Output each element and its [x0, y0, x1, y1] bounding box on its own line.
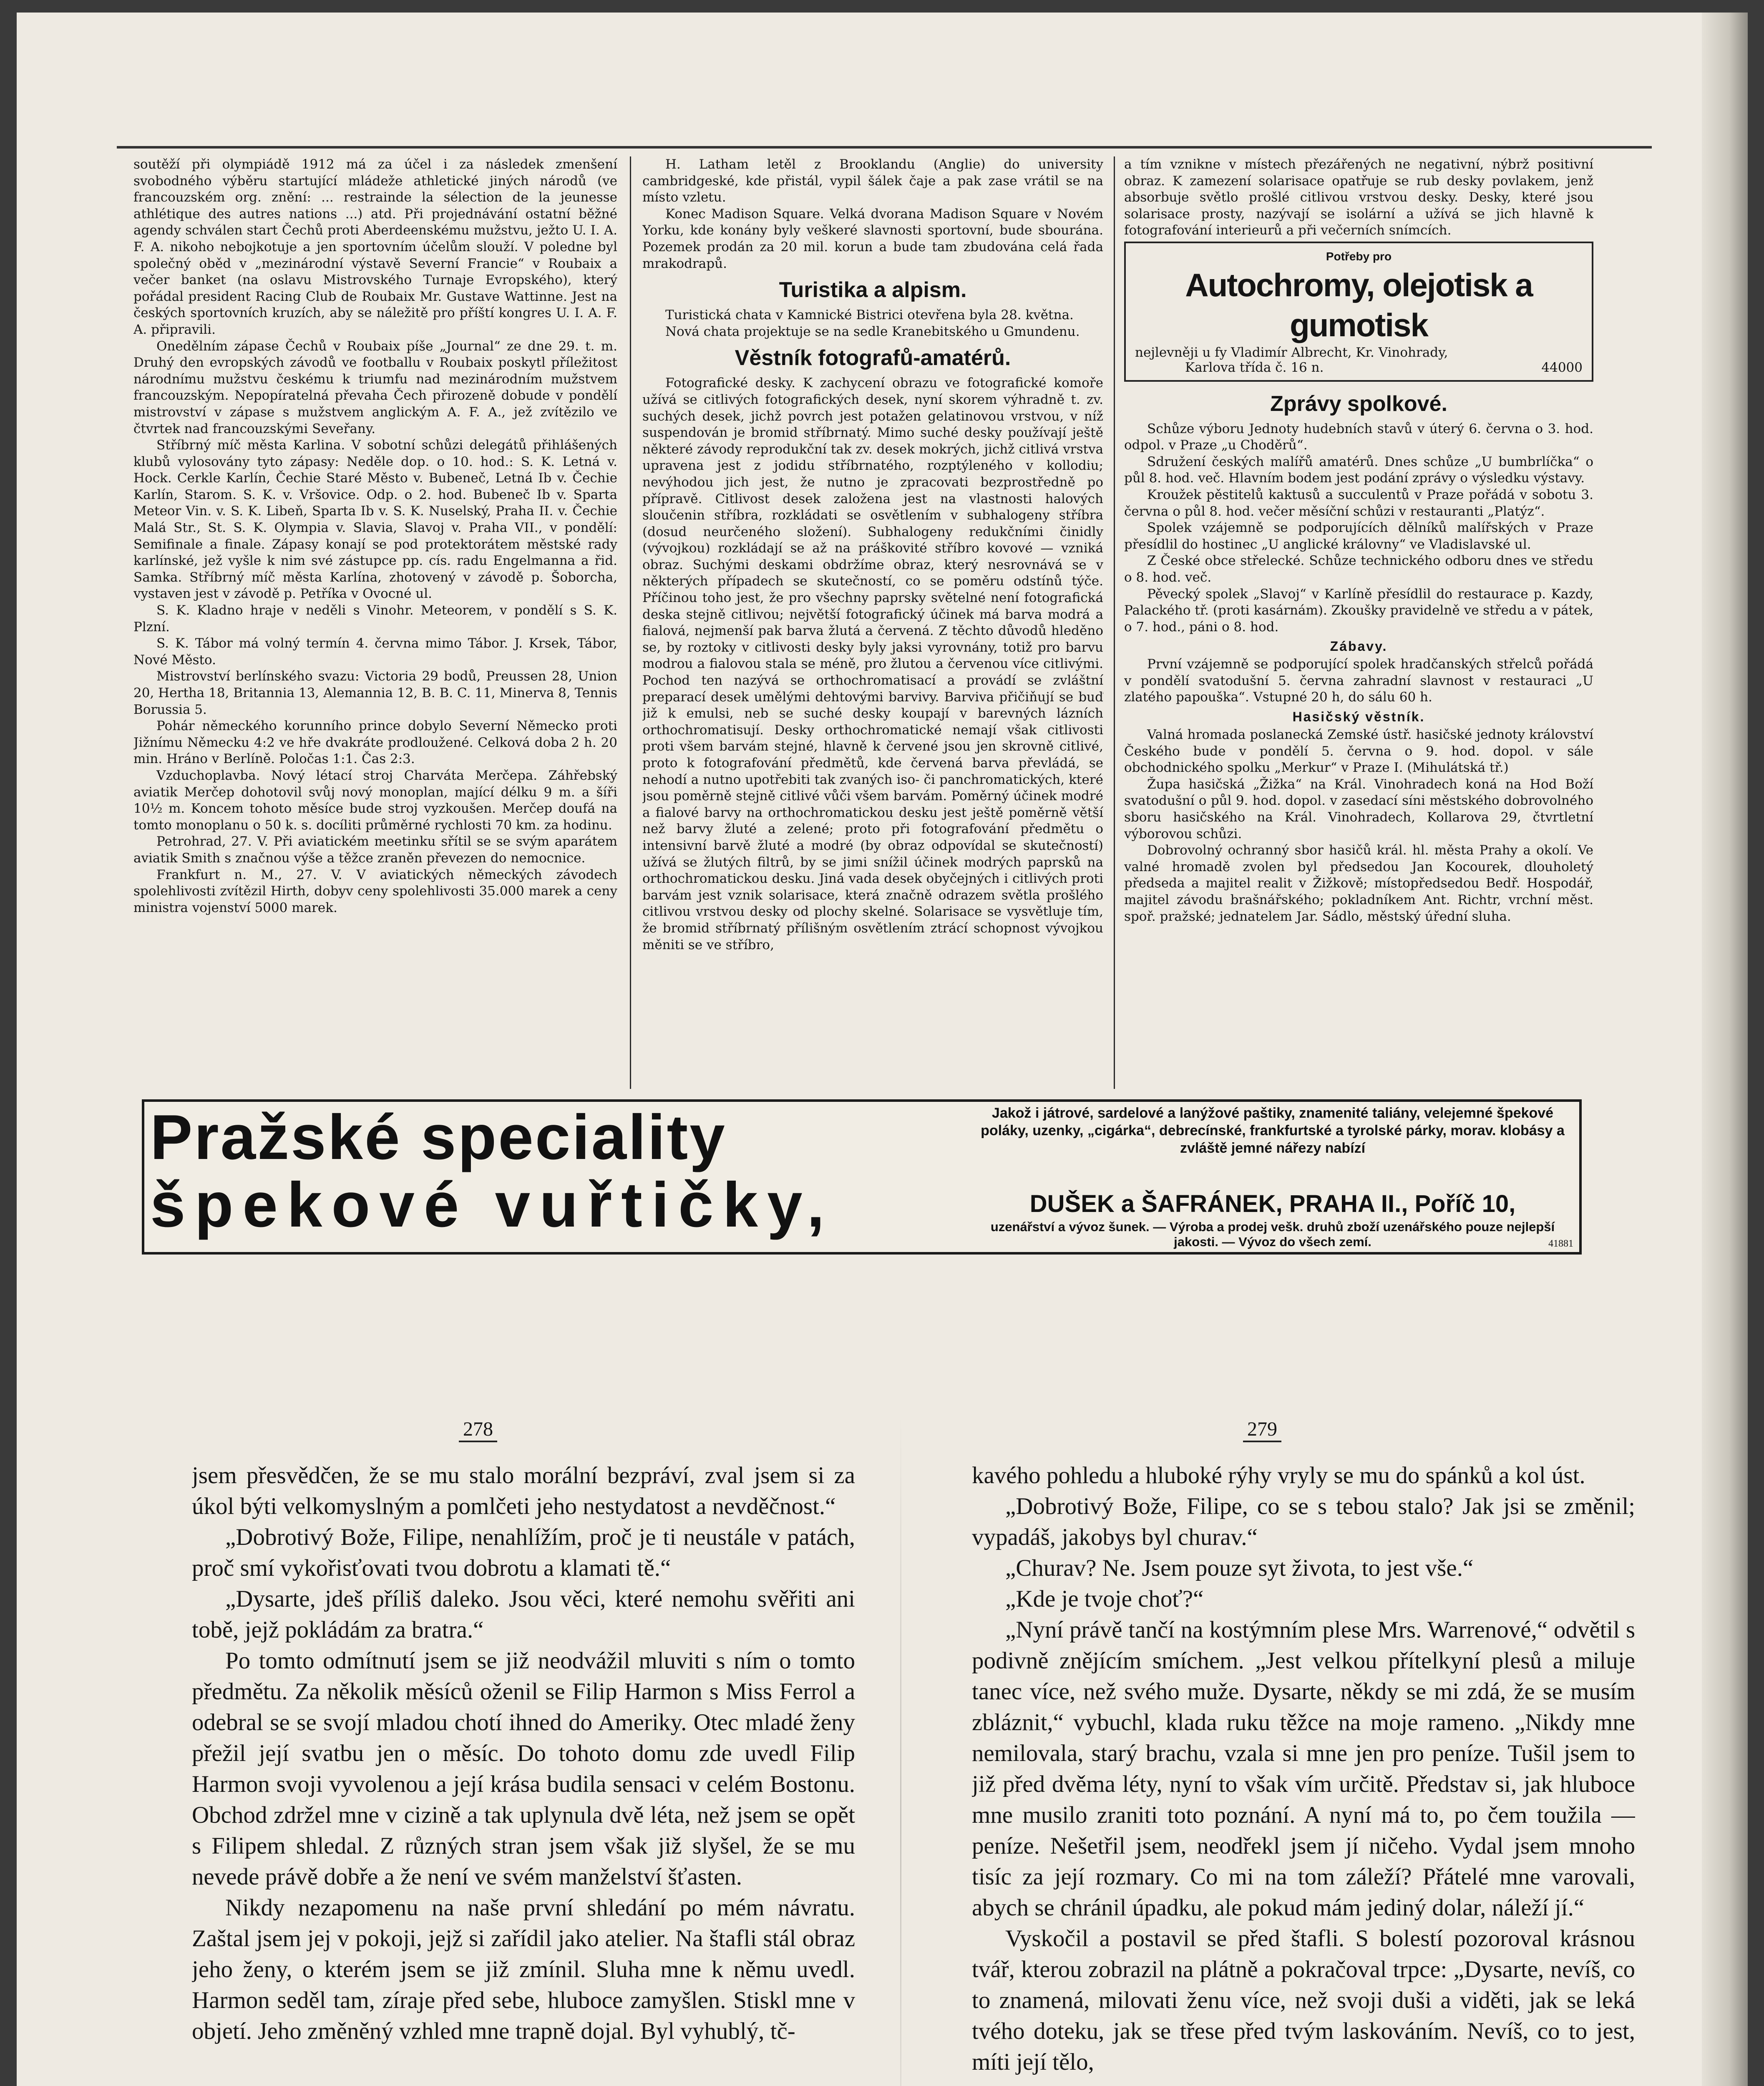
- paragraph: S. K. Kladno hraje v neděli s Vinohr. Meteorem, v pondělí s S. K. Plzní.: [133, 603, 617, 635]
- paragraph: Vyskočil a postavil se před štafli. S bolestí pozoroval krásnou tvář, kterou zobrazil na plátně a pokračoval trpce: „Dysarte, nevíš, co to znamená, milovati ženu více, než svoji duši a viděti, jak se leká tvého doteku, jak se třese před tvým laskováním. Nevíš, co to jest, míti její tělo,: [972, 1925, 1635, 2075]
- paragraph: Pěvecký spolek „Slavoj“ v Karlíně přesídlil do restaurace p. Kazdy, Palackého tř. (proti kasárnám). Zkoušky pravidelně ve středu a v pátek, o 7. hod., páni o 8. hod.: [1124, 586, 1593, 635]
- paragraph: Mistrovství berlínského svazu: Victoria 29 bodů, Preussen 28, Union 20, Hertha 18, Britannia 13, Alemannia 12, B. B. C. 11, Minerva 8, Tennis Borussia 5.: [133, 669, 617, 717]
- top-rule: [117, 146, 1652, 149]
- newspaper-page: [17, 13, 1748, 2086]
- paragraph: Kroužek pěstitelů kaktusů a succulentů v Praze pořádá v sobotu 3. června o půl 8. hod. večer měsíční schůzi v restauranti „Platýz“.: [1124, 487, 1593, 519]
- page-number-right: 279: [1243, 1418, 1281, 1442]
- paragraph: H. Latham letěl z Brooklandu (Anglie) do university cambridgeské, kde přistál, vypil šálek čaje a pak zase vrátil se na místo vzletu.: [642, 157, 1103, 205]
- page-edge-shadow: [1702, 13, 1748, 2086]
- section-heading-clubs: Zprávy spolkové.: [1270, 391, 1447, 416]
- paragraph: Nikdy nezapomenu na naše první shledání po mém návratu. Zaštal jsem jej v pokoji, jejž si zařídil jako atelier. Na štafli stál obraz jeho ženy, o kterém jsem se již zmínil. Sluha mne k němu uvedl. Harmon seděl tam, zíraje před sebe, hluboce zamyšlen. Stiskl mne v objetí. Jeho změněný vzhled mne trapně dojal. Byl vyhublý, tč-: [192, 1895, 855, 2044]
- banner-firm: DUŠEK a ŠAFRÁNEK, PRAHA II., Poříč 10,: [1029, 1190, 1516, 1217]
- column-divider: [630, 156, 631, 1089]
- paragraph: Pohár německého korunního prince dobylo Severní Německo proti Jižnímu Německu 4:2 ve hře dvakráte prodloužené. Celková doba 2 h. 20 min. Hráno v Berlíně. Poločas 1:1. Čas 2:3.: [133, 718, 617, 767]
- book-page-right: [972, 1460, 1635, 2086]
- paragraph: První vzájemně se podporující spolek hradčanských střelců pořádá v pondělí svatodušní 5. června zahradní slavnost v restauraci „U zlatého papouška“. Vstupné 20 h, do sálu 60 h.: [1124, 657, 1593, 705]
- column-sports: [133, 156, 617, 1089]
- paragraph: „Churav? Ne. Jsem pouze syt života, to jest vše.“: [1005, 1555, 1474, 1581]
- paragraph: Nová chata projektuje se na sedle Kranebitského u Gmundenu.: [665, 324, 1080, 339]
- banner-footer: uzenářství a vývoz šunek. — Výroba a prodej vešk. druhů zboží uzenářského pouze nejlepší jakosti. — Vývoz do všech zemí.: [990, 1219, 1555, 1249]
- section-heading-tourism: Turistika a alpism.: [779, 278, 967, 302]
- ad-top-line: Potřeby pro: [1326, 249, 1392, 263]
- paragraph: Po tomto odmítnutí jsem se již neodvážil mluviti s ním o tomto předmětu. Za několik měsíců oženil se Filip Harmon s Miss Ferrol a odebral se se svojí mladou chotí ihned do Ameriky. Otec mladé ženy přežil její svatbu jen o měsíc. Do tohoto domu zde uvedl Filip Harmon svoji vyvolenou a její krása budila sensaci v celém Bostonu. Obchod zdržel mne v cizině a tak uplynula dvě léta, než jsem se opět s Filipem shledal. Z různých stran jsem však již slyšel, že se mu nevede právě dobře a že není ve svém manželství šťasten.: [192, 1648, 855, 1890]
- column-divider: [1114, 156, 1115, 1089]
- paragraph: kavého pohledu a hluboké rýhy vryly se mu do spánků a kol úst.: [972, 1462, 1585, 1489]
- section-heading-photo: Věstník fotografů-amatérů.: [735, 346, 1011, 370]
- banner-headline-1: Pražské speciality: [150, 1102, 727, 1173]
- paragraph: Stříbrný míč města Karlina. V sobotní schůzi delegátů přihlášených klubů vylosovány tyto zápasy: Neděle dop. o 10. hod.: S. K. Letná v. Hock. Cerkle Karlín, Čechie Staré Město v. Bubeneč, Letná Ib v. Čechie Karlín, Starom. S. K. v. Vršovice. Odp. o 2. hod. Bubeneč Ib v. Sparta Meteor Vin. v. S. K. Libeň, Sparta Ib v. S. K. Nuselský, Praha II. v. Čechie Malá Str., St. S. K. Olympia v. Slavia, Slavoj v. Praha VII., v pondělí: Semifinale a finale. Zápasy konají se pod protektorátem městské rady karlínské, jež vyšle k nim své zástupce pp. cís. radu Engelmanna a řid. Samka. Stříbrný míč města Karlína, zhotovený v závodě p. Šoborcha, vystaven jest v závodě p. Petříka v Ovocné ul.: [133, 438, 617, 602]
- paragraph: Fotografické desky. K zachycení obrazu ve fotografické komoře užívá se citlivých fotografických desek, nyní skorem výhradně t. zv. suchých desek, jichž povrch jest potažen gelatinovou vrstvou, v níž suspendován je bromid stříbrnatý. Mimo suché desky používají ještě některé závody reprodukční tak zv. desek mokrých, jichž citlivá vrstva upravena jest z jodidu stříbrnatého, rozptýleného v kollodiu; nevýhodou jich jest, že nutno je zpracovati bezprostředně po přípravě. Citlivost desek založena jest na vlastnosti halových sloučenin stříbra, rozkládati se osvětlením v subhalogeny stříbra (dosud neurčeného složení). Subhalogeny redukčními činidly (vývojkou) rozkládají se až na práškovité stříbro kovové — vzniká obraz. Suchými deskami obdržíme obraz, který nesrovnává se v některých případech se skutečností, co se poměru odstínů týče. Příčinou toho jest, že pro všechny paprsky světelné není fotografická deska stejně citlivou; největší fotografický účinek má barva modrá a fialová, nejmenší pak barva žlutá a červená. Z těchto důvodů hleděno se, by roztoky v citlivosti desky byly jaksi vyrovnány, totiž pro barvu modrou a fialovou stala se méně, pro žlutou a červenou více citlivými. Pochod ten nazývá se orthochromatisací a provádí se zvláštní preparací desek umělými dehtovými barvivy. Barviva přičiňují se buď již k emulsi, neb se suché desky koupají v barevných lázních orthochromatisují. Desky orthochromatické nemají však citlivosti proti všem barvám stejné, hlavně k červené jsou jen skrovně citlivé, proto k fotografování předmětů, kde červená barva převládá, se nehodí a nutno upotřebiti tak zvaných iso- či panchromatických, které jsou poměrně stejně citlivé vůči všem barvám. Poměrný účinek modré a fialové barvy na orthochromatickou desku jest ještě poměrně větší než barvy žluté a zelené; proto při fotografování předmětu o intensivní barvě žluté a modré (by obraz odpovídal se skutečností) užívá se žlutých filtrů, by se jimi snížil účinek modrých paprsků na orthochromatickou desku. Jiná vada desek obyčejných i citlivých proti barvám jest vznik solarisace, která značně odrazem světla prošlého citlivou vrstvou desky od plochy skelné. Solarisace se vysvětluje tím, že bromid stříbrnatý přílišným osvětlením ztrácí schopnost vývojkou měniti se ve stříbro,: [642, 375, 1103, 952]
- advertisement-box: [1124, 242, 1593, 382]
- paragraph: Petrohrad, 27. V. Při aviatickém meetinku sřítil se se svým aparátem aviatik Smith s značnou výše a těžce zraněn převezen do nemocnice.: [133, 834, 617, 866]
- banner-headline-2: špekové vuřtičky,: [150, 1169, 834, 1240]
- ad-headline: Autochromy, olejotisk a gumotisk: [1185, 266, 1532, 343]
- paragraph: Valná hromada poslanecká Zemské ústř. hasičské jednoty království Českého bude v pondělí 5. června o 9. hod. dopol. v sále obchodnického spolku „Merkur“ v Praze I. (Mihulátská tř.): [1124, 727, 1593, 776]
- paragraph: Schůze výboru Jednoty hudebních stavů v úterý 6. června o 3. hod. odpol. v Praze „u Choděrů“.: [1124, 421, 1593, 453]
- paragraph: Konec Madison Square. Velká dvorana Madison Square v Novém Yorku, kde konány byly veškeré slavnosti sportovní, bude sbourána. Pozemek prodán za 20 mil. korun a bude tam zbudována celá řada mrakodrapů.: [642, 206, 1103, 271]
- paragraph: Vzduchoplavba. Nový létací stroj Charváta Merčepa. Záhřebský aviatik Merčep dohotovil svůj nový monoplan, mající délku 9 m. a šíři 10½ m. Koncem tohoto měsíce bude stroj vyzkoušen. Merčep doufá na tomto monoplanu o 50 k. s. docíliti průměrné rychlosti 70 km. za hodinu.: [133, 768, 617, 833]
- paragraph: Sdružení českých malířů amatérů. Dnes schůze „U bumbrlíčka“ o půl 8. hod. več. Hlavním bodem jest podání zprávy o výsledku výstavy.: [1124, 454, 1593, 486]
- column-clubs: [1124, 156, 1593, 1089]
- ad-address: [1135, 360, 1583, 375]
- book-page-left: [192, 1460, 855, 2086]
- column-photo: [642, 156, 1103, 1089]
- paragraph: soutěží při olympiádě 1912 má za účel i za následek zmenšení svobodného výběru startující mládeže athletické jiných národů (ve francouzském org. znění: ... restrainde la sélection de la jeunesse athlétique des autres nations ...) atd. Při projednávání ostatní běžné agendy schválen start Čechů proti Aberdeenskému mužstvu, ježto U. I. A. F. A. nikoho nebojkotuje a jen sportovním účelům slouží. V poledne byl společný oběd v „mezinárodní výstavě Severní Francie“ v Roubaix a večer banket (na oslavu Mistrovského Turnaje Evropského), který pořádal president Racing Club de Roubaix Mr. Gustave Wattinne. Jest na českých sportovních kruzích, aby se náležitě pro příští kongres U. I. A. F. A. připravili.: [133, 157, 617, 337]
- paragraph: Onedělním zápase Čechů v Roubaix píše „Journal“ ze dne 29. t. m. Druhý den evropských závodů ve footballu v Roubaix poskytl příležitost národnímu mužstvu českému k triumfu nad mezinárodním mužstvem francouzským. Nepopíratelná převaha Čech přirozeně dobude v pondělí mistrovství v zápase s mužstvem anglickým A. F. A., jež zvítězilo ve čtvrtek nad francouzskými Seveřany.: [133, 338, 617, 436]
- paragraph: S. K. Tábor má volný termín 4. června mimo Tábor. J. Krsek, Tábor, Nové Město.: [133, 636, 617, 668]
- page-number-left: 278: [459, 1418, 497, 1442]
- paragraph: Župa hasičská „Žižka“ na Král. Vinohradech koná na Hod Boží svatodušní o půl 9. hod. dopol. v zasedací síni městského dobrovolného sboru hasičského na Král. Vinohradech, Kollarova 29, čtvrtletní výborovou schůzi.: [1124, 776, 1593, 841]
- paragraph: Spolek vzájemně se podporujících dělníků malířských v Praze přesídlil do hostinec „U anglické královny“ ve Vladislavské ul.: [1124, 520, 1593, 552]
- ad-number: 44000: [1541, 360, 1583, 375]
- paragraph: „Dysarte, jdeš příliš daleko. Jsou věci, které nemohu svěřiti ani tobě, jejž pokládám za bratra.“: [192, 1586, 855, 1643]
- paragraph: Frankfurt n. M., 27. V. V aviatických německých závodech spolehlivosti zvítězil Hirth, dobyv ceny spolehlivosti 35.000 marek a ceny ministra vojenství 5000 marek.: [133, 867, 617, 915]
- paragraph: „Dobrotivý Bože, Filipe, nenahlížím, proč je ti neustále v patách, proč smí vykořisťovati tvou dobrotu a klamati tě.“: [192, 1524, 855, 1581]
- paragraph: jsem přesvědčen, že se mu stalo morální bezpráví, zval jsem si za úkol býti velkomyslným a pomlčeti jeho nestydatost a nevděčnost.“: [192, 1462, 855, 1519]
- paragraph: a tím vznikne v místech přezářených ne negativní, nýbrž positivní obraz. K zamezení solarisace opatřuje se rub desky povlakem, jenž absorbuje světlo prošlé citlivou vrstvou desky. Desky, které jsou solarisace prosty, nazývají se isolární a užívá se jich hlavně k fotografování interieurů a při večerních snímcích.: [1124, 157, 1593, 238]
- banner-advertisement: [142, 1099, 1582, 1255]
- book-gutter: [900, 1414, 901, 2086]
- section-heading-entertainment: Zábavy.: [1330, 639, 1388, 654]
- paragraph: Dobrovolný ochranný sbor hasičů král. hl. města Prahy a okolí. Ve valné hromadě zvolen byl předsedou Jan Kocourek, dlouholetý předseda a majitel realit v Žižkově; místopředsedou Bedř. Hospodář, majitel závodu brašnářského; pokladníkem Ant. Richtr, vrchní měst. spoř. pražské; jednatelem Jar. Sádlo, městský úřední sluha.: [1124, 843, 1593, 924]
- section-heading-firefighters: Hasičský věstník.: [1292, 709, 1425, 725]
- paragraph: „Dobrotivý Bože, Filipe, co se s tebou stalo? Jak jsi se změnil; vypadáš, jakobys byl churav.“: [972, 1493, 1635, 1550]
- paragraph: „Nyní právě tančí na kostýmním plese Mrs. Warrenové,“ odvětil s podivně znějícím smíchem. „Jest velkou přítelkyní plesů a miluje tanec více, než svého muže. Dysarte, někdy se mi zdá, že se musím zbláznit,“ vybuchl, klada ruku těžce na moje rameno. „Nikdy mne nemilovala, starý brachu, vzala si mne jen pro peníze. Tušil jsem to již před dvěma léty, nyní to však vím určitě. Představ si, jak hluboce mne musilo zraniti toto poznání. A nyní má to, po čem toužila — peníze. Nešetřil jsem, neodřekl jsem jí ničeho. Vydal jsem mnoho tisíc za její rozmary. Co mi na tom záleží? Přátelé mne varovali, abych se chránil úpadku, ale pokud mám jediný dolar, náleží jí.“: [972, 1617, 1635, 1921]
- banner-products: Jakož i játrové, sardelové a lanýžové paštiky, znamenité taliány, velejemné špekové poláky, uzenky, „cigárka“, debrecínské, frankfurtské a tyrolské párky, morav. klobásy a zvláště jemné nářezy nabízí: [981, 1105, 1565, 1156]
- paragraph: Turistická chata v Kamnické Bistrici otevřena byla 28. května.: [665, 307, 1074, 323]
- paragraph: Z České obce střelecké. Schůze technického odboru dnes ve středu o 8. hod. več.: [1124, 553, 1593, 585]
- ad-seller: nejlevněji u fy Vladimír Albrecht, Kr. Vinohrady,: [1135, 345, 1448, 360]
- ad-address-text: Karlova třída č. 16 n.: [1185, 360, 1324, 375]
- paragraph: „Kde je tvoje choť?“: [1005, 1586, 1204, 1612]
- banner-code: 41881: [1548, 1238, 1573, 1249]
